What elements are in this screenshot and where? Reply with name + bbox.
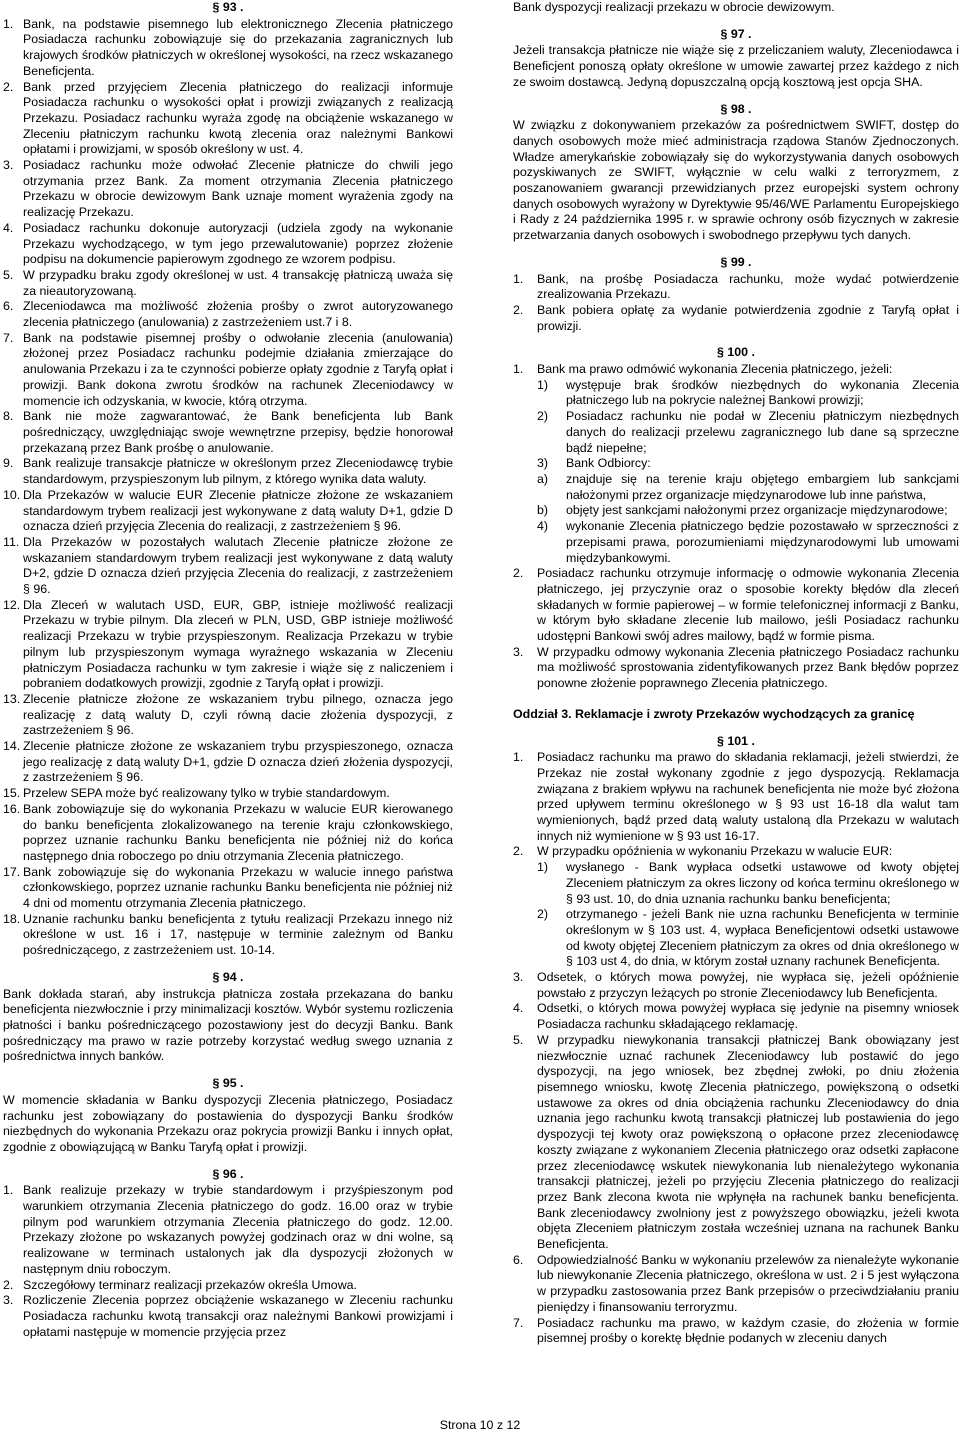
list-item (513, 303, 959, 334)
item-number: 6. (3, 299, 14, 314)
sub-text: otrzymanego - jeżeli Bank nie uzna rachunku Beneficjenta w terminie określonym w § 103 ust. 4, wypłaca Beneficjentowi odsetki ustawowe od kwoty objętej Zleceniem płatniczym za okres od dnia określonego w § 103 ust 4, do dnia, w którym został uznany rachunek Beneficjenta. (566, 907, 959, 969)
list-item (3, 331, 453, 410)
sub-number: 1) (537, 377, 549, 392)
section-number: § 96 . (212, 1166, 244, 1181)
sub-list-item (537, 907, 959, 970)
item-number: 14. (3, 739, 21, 754)
item-text: Dla Przekazów w pozostałych walutach Zlecenie płatnicze złożone ze wskazaniem standardowym trybem realizacji jest wykonywane z datą waluty D+2, gdzie D oznacza dzień przyjęcia Zlecenia do realizacji, z zastrzeżeniem § 96. (23, 534, 453, 597)
item-text: Rozliczenie Zlecenia poprzez obciążenie wskazanego w Zleceniu rachunku Posiadacza rachunku kwotą transakcji oraz należnymi Bankowi prowizjami i opłatami następuje w momencie przyjęcia przez (23, 1293, 453, 1339)
item-text: Zleceniodawca ma możliwość złożenia prośby o zwrot autoryzowanego zlecenia płatniczego (anulowania) z zastrzeżeniem ust.7 i 8. (23, 299, 453, 330)
item-text: Dla Zleceń w walutach USD, EUR, GBP, istnieje możliwość realizacji Przekazu w trybie pilnym. Dla zleceń w PLN, USD, GBP istnieje możliwość realizacji Przekazu w trybie przyspieszonym. Realizacja Przekazu w trybie pilnym lub przyspieszonym wymaga wyrażnego wskazania w Zleceniu płatniczym Posiadacza rachunku w tym zakresie i wiąże się z naliczeniem i pobraniem dodatkowych prowizji, zgodnie z Taryfą opłat i prowizji. (23, 597, 453, 691)
item-text: Zlecenie płatnicze złożone ze wskazaniem trybu pilnego, oznacza jego realizację z datą waluty D, czyli równą dacie złożenia dyspozycji, z zastrzeżeniem § 96. (23, 691, 453, 738)
list-item (513, 750, 959, 844)
sub-number: 1) (537, 860, 549, 875)
item-number: 4. (3, 220, 14, 235)
list-item (3, 1293, 453, 1340)
item-text: Bank zobowiązuje się do wykonania Przekazu w walucie EUR kierowanego do banku beneficjenta zlokalizowanego na terenie kraju członkowskiego, poprzez uznanie rachunku Banku beneficjenta nie później niż do końca następnego dnia roboczego po dniu otrzymania Zlecenia płatniczego. (23, 801, 453, 863)
item-text: Bank ma prawo odmówić wykonania Zlecenia płatniczego, jeżeli: (537, 362, 893, 377)
item-text: Bank, na podstawie pisemnego lub elektronicznego Zlecenia płatniczego Posiadacza rachunku zobowiązuje się do przekazania zagranicznych lub krajowych środków płatniczych w określonej wysokości, na rzecz wskazanego Beneficjenta. (23, 16, 453, 78)
item-text: Bank na podstawie pisemnej prośby o odwołanie zlecenia (anulowania) złożonej przez Posiadacz rachunku podejmie działania zmierzające do anulowania Przekazu i za te czynności pobierze opłaty zgodnie z Taryfą opłat i prowizji. Bank dokona zwrotu środków na rachunek Zleceniodawcy w momencie ich odzyskania, w kwocie, którą otrzyma. (23, 330, 453, 408)
item-number: 1. (3, 16, 14, 31)
sub-text: wykonanie Zlecenia płatniczego będzie pozostawało w sprzeczności z przepisami prawa, porozumieniami międzynarodowymi lub umowami międzybankowymi. (566, 519, 959, 565)
list-item (3, 739, 453, 786)
list-item (3, 786, 453, 802)
list-item (513, 1253, 959, 1316)
sub-number: 2) (537, 409, 549, 424)
list-item (513, 362, 959, 566)
list-item (3, 1278, 453, 1294)
item-number: 15. (3, 786, 21, 801)
item-number: 1. (513, 750, 524, 765)
item-text: Szczegółowy terminarz realizacji przekazów określa Umowa. (23, 1277, 357, 1292)
item-number: 8. (3, 409, 14, 424)
sub-number: 3) (537, 456, 549, 471)
list-item (513, 970, 959, 1001)
item-number: 7. (3, 330, 14, 345)
item-text: Posiadacz rachunku otrzymuje informację o odmowie wykonania Zlecenia płatniczego, jej przyczynie oraz o sposobie korekty błędów dla zleceń składanych w formie papierowej – w formie telefonicznej informacji z Banku, w którym było składane zlecenie lub mailowo, jeśli Posiadacz rachunku udostępni Bankowi swój adres mailowy, bądź w formie pisma. (537, 566, 959, 644)
subsub-number: a) (537, 471, 549, 486)
section-number: § 99 . (720, 254, 752, 269)
sub-nested-list (537, 472, 959, 519)
section-number: § 93 . (212, 0, 244, 14)
item-number: 2. (513, 844, 524, 859)
item-text: W przypadku opóźnienia w wykonaniu Przekazu w walucie EUR: (537, 844, 893, 859)
paragraph: Jeżeli transakcja płatnicze nie wiąże się z przeliczaniem waluty, Zleceniodawca i Beneficjent ponoszą opłaty określone w umowie zawartej przez każdego z nich ze swoim dostawcą. Jedyną dopuszczalną opcją kosztową jest opcja SHA. (513, 43, 959, 89)
paragraph: W związku z dokonywaniem przekazów za pośrednictwem SWIFT, dostęp do danych osobowych może mieć administracja rządowa Stanów Zjednoczonych. Władze amerykańskie zobowiązały się do wykorzystywania danych osobowych pozyskiwanych ze SWIFT, wyłącznie w celu walki z terroryzmem, z poszanowaniem gwarancji przewidzianych przez europejski system ochrony danych osobowych wyrażony w Dyrektywie 95/46/WE Parlamentu Europejskiego i Rady z 24 października 1995 r. w sprawie ochrony osób fizycznych w zakresie przetwarzania danych osobowych i swobodnego przepływu tych danych. (513, 118, 959, 243)
item-text: Bank, na prośbę Posiadacza rachunku, może wydać potwierdzenie zrealizowania Przekazu. (537, 271, 959, 302)
sub-list-item (537, 409, 959, 456)
list-item (3, 535, 453, 598)
subsub-text: znajduje się na terenie kraju objętego embargiem lub sankcjami nałożonymi przez organizacje międzynarodowe lub inne państwa, (566, 471, 959, 502)
chapter-heading: Oddział 3. Reklamacje i zwroty Przekazów wychodzących za granicę (513, 706, 915, 721)
section-number: § 101 . (717, 733, 755, 748)
subsub-list-item (537, 472, 959, 503)
sub-text: występuje brak środków niezbędnych do wykonania Zlecenia płatniczego lub na pokrycie należnej Bankowi prowizji; (566, 377, 959, 408)
item-text: Bank zobowiązuje się do wykonania Przekazu w walucie innego państwa członkowskiego, poprzez uznanie rachunku Banku beneficjenta nie później niż 4 dni od momentu otrzymania Zlecenia płatniczego. (23, 864, 453, 911)
list-item (513, 1316, 959, 1347)
item-number: 5. (513, 1032, 524, 1047)
list-item (3, 692, 453, 739)
list-item (3, 299, 453, 330)
section-number: § 94 . (212, 969, 244, 984)
item-number: 18. (3, 911, 21, 926)
item-number: 2. (513, 566, 524, 581)
item-number: 13. (3, 691, 21, 706)
item-number: 1. (513, 271, 524, 286)
item-text: Posiadacz rachunku dokonuje autoryzacji (udziela zgody na wykonanie Przekazu wychodzącego, w tym jego przewalutowanie) poprzez złożenie podpisu na dokumencie papierowym zgodnego ze wzorem podpisu. (23, 220, 453, 267)
list-item (3, 268, 453, 299)
numbered-list (513, 362, 959, 692)
item-text: Posiadacz rachunku może odwołać Zlecenie płatnicze do chwili jego otrzymania przez Bank. Za moment otrzymania Zlecenia płatniczego Przekazu w obrocie dewizowym Bank uznaje moment wyrażenia zgody na realizację Przekazu. (23, 158, 453, 220)
item-number: 4. (513, 1001, 524, 1016)
item-number: 1. (513, 362, 524, 377)
list-item (3, 598, 453, 692)
paragraph: Bank dokłada starań, aby instrukcja płatnicza została przekazana do banku beneficjenta niezwłocznie i przy minimalizacji kosztów. Wybór systemu rozliczenia płatności i banku pośredniczącego pozostawiony jest do decyzji Banku. Bank pośredniczący ma prawo w razie potrzeby korzystać według swego uznania z pośrednictwa innych banków. (3, 986, 453, 1064)
item-text: W przypadku niewykonania transakcji płatniczej Bank obowiązany jest niezwłocznie uznać rachunek Zleceniodawcy lub postawić do jego dyspozycji, na jego wniosek, bez zbędnej zwłoki, po dniu złożenia pisemnego wniosku, kwotę Zlecenia płatniczego, powiększoną o odsetki ustawowe za okres od dnia obciążenia rachunku Zleceniodawcy do dnia uznania jego rachunku kwotą transakcji płatniczej lub postawienia do jego dyspozycji tej kwoty oraz powiększoną o opłacone przez zleceniodawcę koszty związane z wykonaniem Zlecenia płatniczego oraz odsetki zapłacone przez zleceniodawcę wskutek niewykonania lub nienależytego wykonania transakcji płatniczej, jeżeli po przyjęciu Zlecenia płatniczego do realizacji przez Bank zlecona kwota nie wpłynęła na rachunek banku beneficjenta. Bank zleceniodawcy zwolniony jest z powyższego obowiązku, jeżeli kwota objęta Zleceniem płatniczym została wcześniej uznana na rachunek Banku Beneficjenta. (537, 1032, 959, 1252)
subsub-text: objęty jest sankcjami nałożonymi przez organizacje międzynarodowe; (566, 503, 948, 518)
list-item (3, 488, 453, 535)
item-text: Zlecenie płatnicze złożone ze wskazaniem trybu przyspieszonego, oznacza jego realizację z datą waluty D+1, gdzie D oznacza dzień złożenia dyspozycji, z zastrzeżeniem § 96. (23, 739, 453, 785)
item-number: 2. (3, 1277, 14, 1292)
item-text: Posiadacz rachunku ma prawo do składania reklamacji, jeżeli stwierdzi, że Przekaz nie został wykonany zgodnie z jego dyspozycją. Reklamacja związana z brakiem wpływu na rachunek beneficjenta nie może być złożona przed upływem terminu określonego w § 93 ust 16-18 dla walut tam wymienionych, bądź przed datą waluty ustaloną dla Przekazu w walutach innych niż wymienione w § 93 ust 16-17. (537, 750, 959, 843)
list-item (513, 844, 959, 970)
item-text: Uznanie rachunku banku beneficjenta z tytułu realizacji Przekazu innego niż określone w ust. 16 i 17, następuje w terminie zależnym od Banku pośredniczącego, z zastrzeżeniem ust. 10-14. (23, 911, 453, 958)
list-item (3, 17, 453, 80)
list-item (3, 221, 453, 268)
numbered-list (513, 750, 959, 1347)
item-number: 3. (3, 158, 14, 173)
sub-text: Posiadacz rachunku nie podał w Zleceniu płatniczym niezbędnych danych do realizacji przelewu zagranicznego lub dane są sprzeczne bądź niepełne; (566, 409, 959, 455)
list-item (3, 865, 453, 912)
sub-number: 2) (537, 907, 549, 922)
subsub-list-item (537, 503, 959, 519)
numbered-list (3, 17, 453, 959)
item-text: W przypadku odmowy wykonania Zlecenia płatniczego Posiadacz rachunku ma możliwość sprostowania zidentyfikowanych przez Bank błędów poprzez ponowne złożenie poprawnego Zlecenia płatniczego. (537, 644, 959, 691)
sub-list-item (537, 378, 959, 409)
item-number: 12. (3, 597, 21, 612)
item-text: Odsetek, o których mowa powyżej, nie wypłaca się, jeżeli opóźnienie powstało z przyczyn leżących po stronie Zleceniodawcy lub Beneficjenta. (537, 970, 959, 1000)
item-text: Przelew SEPA może być realizowany tylko w trybie standardowym. (23, 786, 390, 801)
item-number: 7. (513, 1315, 524, 1330)
item-number: 17. (3, 864, 21, 879)
section-number: § 98 . (720, 101, 752, 116)
item-text: Bank nie może zagwarantować, że Bank beneficjenta lub Bank pośredniczący, uwzględniając swoje wewnętrzne przepisy, będzie honorował przekazaną przez Bank prośbę o anulowanie. (23, 409, 453, 455)
sub-text: Bank Odbiorcy: (566, 456, 651, 471)
item-number: 11. (3, 534, 20, 549)
item-text: Bank pobiera opłatę za wydanie potwierdzenia zgodnie z Taryfą opłat i prowizji. (537, 302, 959, 333)
sub-number: 4) (537, 519, 549, 534)
item-number: 2. (513, 302, 524, 317)
page-footer: Strona 10 z 12 (439, 1418, 521, 1432)
sub-list-item (537, 456, 959, 472)
sub-list (537, 378, 959, 566)
item-number: 9. (3, 456, 14, 471)
item-number: 10. (3, 487, 21, 502)
list-item (3, 409, 453, 456)
item-number: 3. (513, 970, 524, 985)
numbered-list (513, 272, 959, 335)
subsub-number: b) (537, 503, 549, 518)
item-number: 3. (3, 1293, 14, 1308)
item-text: Dla Przekazów w walucie EUR Zlecenie płatnicze złożone ze wskazaniem standardowym trybem realizacji jest wykonywane z datą waluty D+1, gdzie D oznacza dzień przyjęcia Zlecenia do realizacji, z zastrzeżeniem § 96. (23, 487, 453, 534)
item-text: Odpowiedzialność Banku w wykonaniu przelewów za nienależyte wykonanie lub niewykonanie Zlecenia płatniczego, określona w ust. 2 i 5 jest wyłączona w przypadku zastosowania przez Bank przepisów o przeciwdziałaniu praniu pieniędzy i finansowaniu terroryzmu. (537, 1252, 959, 1314)
item-number: 3. (513, 644, 524, 659)
list-item (513, 1001, 959, 1032)
item-number: 16. (3, 801, 21, 816)
list-item (3, 158, 453, 221)
item-text: Bank realizuje transakcje płatnicze w określonym przez Zleceniodawcę trybie standardowym, przyspieszonym lub pilnym, z którego wynika data waluty. (23, 456, 453, 487)
list-item (3, 1183, 453, 1277)
sub-list-item (537, 860, 959, 907)
list-item (513, 566, 959, 645)
list-item (513, 645, 959, 692)
item-number: 5. (3, 267, 14, 282)
sub-list-item (537, 519, 959, 566)
item-number: 1. (3, 1183, 14, 1198)
list-item (513, 272, 959, 303)
list-item (3, 802, 453, 865)
section-number: § 95 . (212, 1076, 244, 1091)
item-text: Bank przed przyjęciem Zlecenia płatniczego do realizacji informuje Posiadacza rachunku o wysokości opłat i prowizji związanych z realizacją Przekazu. Posiadacz rachunku wyraża zgodę na obciążenie wskazanego w Zleceniu płatniczym rachunku kwotą zlecenia oraz należnymi Bankowi opłatami i prowizjami, w sposób określony w ust. 4. (23, 79, 453, 157)
list-item (3, 912, 453, 959)
numbered-list (3, 1183, 453, 1340)
sub-list (537, 860, 959, 970)
right-column (513, 0, 959, 1347)
item-text: W przypadku braku zgody określonej w ust. 4 transakcję płatniczą uważa się za nieautoryzowaną. (23, 267, 453, 298)
item-text: Odsetki, o których mowa powyżej wypłaca się jedynie na pisemny wniosek Posiadacza rachunku składającego reklamację. (537, 1001, 959, 1032)
list-item (3, 80, 453, 159)
item-number: 2. (3, 79, 14, 94)
item-text: Posiadacz rachunku ma prawo, w każdym czasie, do złożenia w formie pisemnej prośby o korektę błędnie podanych w zleceniu danych (537, 1315, 959, 1346)
item-number: 6. (513, 1252, 524, 1267)
section-number: § 97 . (720, 26, 752, 41)
list-item (513, 1033, 959, 1253)
item-text: Bank realizuje przekazy w trybie standardowym i przyśpieszonym pod warunkiem otrzymania Zlecenia płatniczego do godz. 16.00 oraz w trybie pilnym pod warunkiem otrzymania Zlecenia płatniczego do godz. 12.00. Przekazy złożone po wskazanych powyżej godzinach oraz w dni wolne, są realizowane w terminach ustalonych jak dla dyspozycji złożonych w następnym dniu roboczym. (23, 1183, 453, 1276)
paragraph: Bank dyspozycji realizacji przekazu w obrocie dewizowym. (513, 0, 835, 14)
paragraph: W momencie składania w Banku dyspozycji Zlecenia płatniczego, Posiadacz rachunku jest zobowiązany do postawienia do dyspozycji Banku środków niezbędnych do wykonania Przekazu oraz pokrycia prowizji Banku i innych opłat, zgodnie z obowiązującą w Banku Taryfą opłat i prowizji. (3, 1092, 453, 1154)
sub-text: wysłanego - Bank wypłaca odsetki ustawowe od kwoty objętej Zleceniem płatniczym za okres liczony od końca terminu określonego w § 93 ust. 10, do dnia uznania rachunku banku beneficjenta; (566, 860, 959, 906)
list-item (3, 456, 453, 487)
section-number: § 100 . (717, 345, 755, 360)
left-column (3, 0, 453, 1340)
